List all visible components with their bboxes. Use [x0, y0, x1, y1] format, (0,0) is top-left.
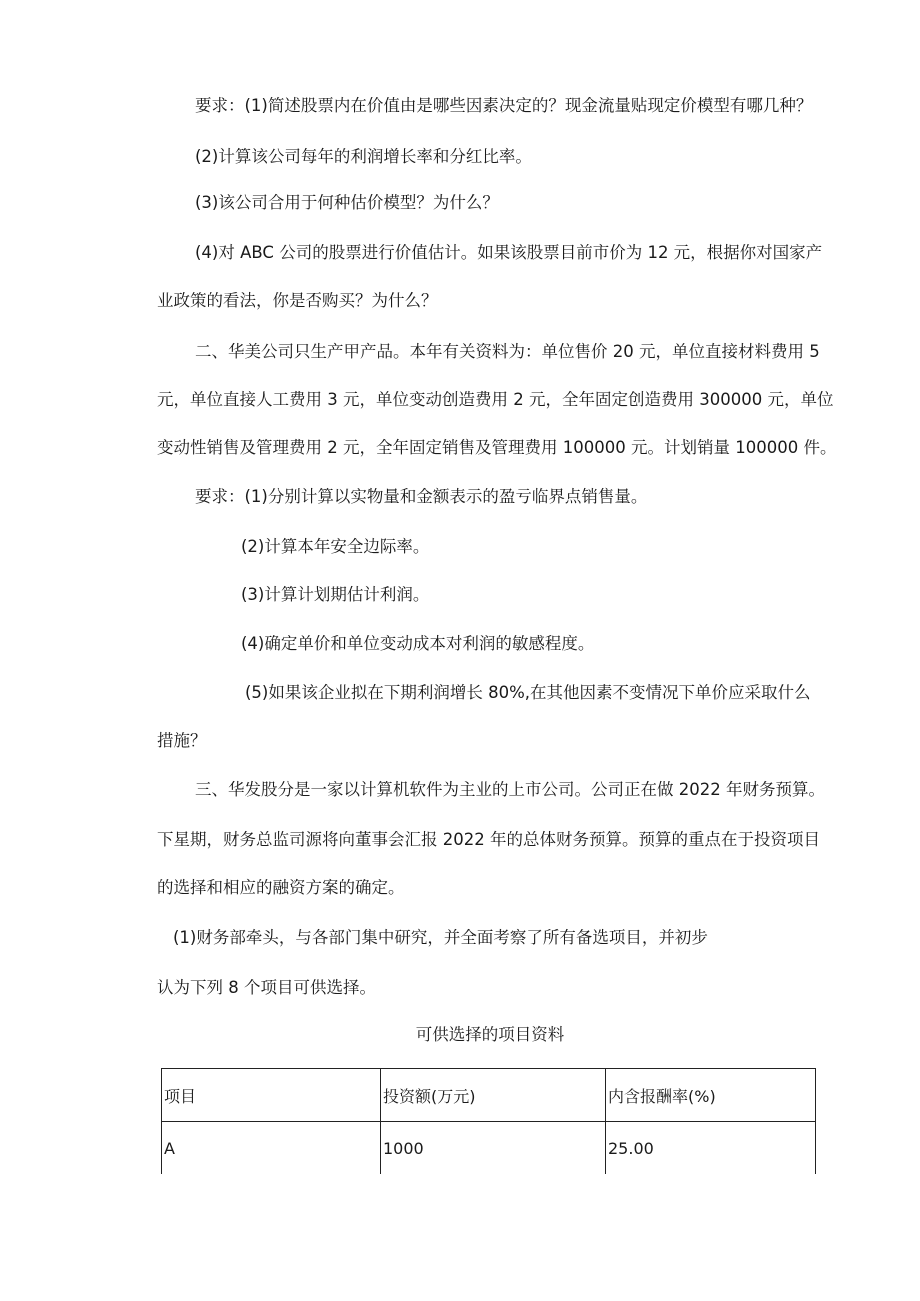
- cell-irr: 25.00: [606, 1122, 816, 1175]
- part3-line3: 的选择和相应的融资方案的确定。: [157, 878, 405, 897]
- part1-question-3: (3)该公司合用于何种估价模型？为什么？: [195, 193, 499, 212]
- table-row: [162, 1122, 816, 1175]
- table-header-row: [162, 1069, 816, 1122]
- part2-line3: 变动性销售及管理费用 2 元，全年固定销售及管理费用 100000 元。计划销量 100000 件。: [157, 438, 837, 457]
- cell-investment: 1000: [381, 1122, 606, 1175]
- part2-req-3: (3)计算计划期估计利润。: [241, 585, 430, 604]
- part2-req-1: 要求：(1)分别计算以实物量和金额表示的盈亏临界点销售量。: [195, 487, 648, 506]
- header-project: 项目: [162, 1069, 381, 1122]
- header-investment: 投资额(万元): [381, 1069, 606, 1122]
- part2-req-5-line2: 措施？: [157, 731, 207, 750]
- part1-question-4-line1: (4)对 ABC 公司的股票进行价值估计。如果该股票目前市价为 12 元，根据你对国家产: [195, 243, 823, 262]
- part3-item1-line1: (1)财务部牵头，与各部门集中研究，并全面考察了所有备选项目，并初步: [173, 928, 708, 947]
- header-irr: 内含报酬率(%): [606, 1069, 816, 1122]
- part3-line2: 下星期，财务总监司源将向董事会汇报 2022 年的总体财务预算。预算的重点在于投资项目: [157, 830, 820, 849]
- part2-req-2: (2)计算本年安全边际率。: [241, 537, 430, 556]
- part1-req-intro: 要求：(1)简述股票内在价值由是哪些因素决定的？现金流量贴现定价模型有哪几种？: [195, 96, 813, 115]
- part2-req-4: (4)确定单价和单位变动成本对利润的敏感程度。: [241, 634, 595, 653]
- part1-question-2: (2)计算该公司每年的利润增长率和分红比率。: [195, 147, 532, 166]
- part2-line1: 二、华美公司只生产甲产品。本年有关资料为：单位售价 20 元，单位直接材料费用 5: [195, 342, 820, 361]
- cell-project: A: [162, 1122, 381, 1175]
- part2-line2: 元，单位直接人工费用 3 元，单位变动创造费用 2 元，全年固定创造费用 300000 元，单位: [157, 390, 834, 409]
- part3-item1-line2: 认为下列 8 个项目可供选择。: [157, 978, 376, 997]
- part2-req-5-line1: (5)如果该企业拟在下期利润增长 80%,在其他因素不变情况下单价应采取什么: [245, 683, 811, 702]
- part3-line1: 三、华发股分是一家以计算机软件为主业的上市公司。公司正在做 2022 年财务预算。: [195, 780, 825, 799]
- part1-question-4-line2: 业政策的看法，你是否购买？为什么？: [157, 291, 438, 310]
- project-table: [161, 1068, 816, 1174]
- table-caption: 可供选择的项目资料: [415, 1025, 565, 1044]
